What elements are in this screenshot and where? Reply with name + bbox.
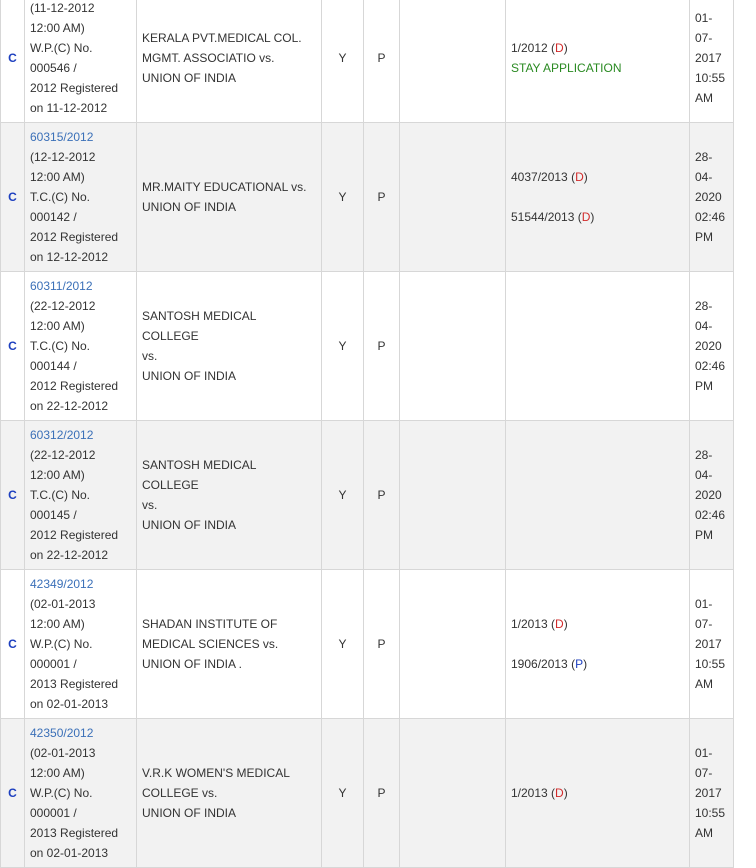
updated-line: 01- — [695, 11, 713, 25]
updated-line: PM — [695, 528, 713, 542]
updated-line: 07- — [695, 31, 713, 45]
diary-date-line: (22-12-2012 — [30, 299, 96, 313]
case-details — [25, 719, 137, 868]
flag-y: Y — [322, 421, 364, 570]
ia-number: 1/2013 — [511, 617, 552, 631]
updated-line: 04- — [695, 468, 713, 482]
ia-entry: 1/2013 (D) — [511, 786, 568, 800]
case-type-line: on 22-12-2012 — [30, 548, 109, 562]
ia-status: P — [575, 657, 584, 671]
empty-cell — [400, 0, 506, 123]
flag-y: Y — [322, 272, 364, 421]
party-names — [137, 719, 322, 868]
table-row — [1, 421, 734, 570]
case-number-link[interactable]: 60315/2012 — [30, 130, 94, 144]
case-type-line: 2013 Registered — [30, 677, 119, 691]
party-line: UNION OF INDIA — [142, 806, 237, 820]
case-flag: C — [1, 421, 25, 570]
updated-line: AM — [695, 826, 713, 840]
table-row — [1, 719, 734, 868]
diary-date-line: 12:00 AM) — [30, 617, 85, 631]
updated-line: 07- — [695, 617, 713, 631]
case-details — [25, 0, 137, 123]
updated-line: 07- — [695, 766, 713, 780]
case-type-line: W.P.(C) No. — [30, 637, 93, 651]
diary-date-line: (02-01-2013 — [30, 746, 96, 760]
case-type-line: on 02-01-2013 — [30, 697, 109, 711]
updated-line: 02:46 — [695, 210, 726, 224]
diary-date-line: 12:00 AM) — [30, 766, 85, 780]
case-details — [25, 421, 137, 570]
case-number-link[interactable]: 42349/2012 — [30, 577, 94, 591]
empty-cell — [400, 719, 506, 868]
case-type-line: on 02-01-2013 — [30, 846, 109, 860]
case-type-line: on 11-12-2012 — [30, 101, 108, 115]
last-updated — [690, 272, 734, 421]
case-number-link[interactable]: 60312/2012 — [30, 428, 94, 442]
party-line: UNION OF INDIA — [142, 71, 237, 85]
last-updated — [690, 570, 734, 719]
ia-applications — [506, 272, 690, 421]
case-type-line: 000142 / — [30, 210, 77, 224]
case-type-line: 2012 Registered — [30, 81, 119, 95]
flag-y: Y — [322, 123, 364, 272]
ia-applications — [506, 0, 690, 123]
ia-status: D — [555, 786, 564, 800]
party-line: UNION OF INDIA . — [142, 657, 243, 671]
party-line: SANTOSH MEDICAL COLLEGE — [142, 458, 257, 492]
flag-p: P — [364, 570, 400, 719]
diary-date-line: 12:00 AM) — [30, 21, 85, 35]
party-line: UNION OF INDIA — [142, 518, 237, 532]
ia-number: 1/2012 — [511, 41, 552, 55]
party-line: UNION OF INDIA — [142, 200, 237, 214]
ia-spacer — [511, 187, 684, 207]
ia-spacer — [511, 634, 684, 654]
case-flag: C — [1, 0, 25, 123]
case-type-line: 000144 / — [30, 359, 77, 373]
empty-cell — [400, 421, 506, 570]
updated-line: 28- — [695, 150, 713, 164]
flag-p: P — [364, 719, 400, 868]
case-type-line: T.C.(C) No. — [30, 190, 90, 204]
ia-entry: 1/2013 (D) — [511, 617, 568, 631]
updated-line: 02:46 — [695, 359, 726, 373]
party-line: SHADAN INSTITUTE OF — [142, 617, 278, 631]
case-type-line: T.C.(C) No. — [30, 339, 90, 353]
ia-number: 1906/2013 — [511, 657, 572, 671]
last-updated — [690, 123, 734, 272]
flag-p: P — [364, 0, 400, 123]
case-flag: C — [1, 719, 25, 868]
ia-entry: 4037/2013 (D) — [511, 170, 588, 184]
case-rows — [1, 0, 734, 868]
diary-date-line: (12-12-2012 — [30, 150, 96, 164]
case-type-line: W.P.(C) No. — [30, 786, 93, 800]
case-type-line: 000001 / — [30, 806, 77, 820]
diary-date-line: 12:00 AM) — [30, 468, 85, 482]
updated-line: 2020 — [695, 190, 722, 204]
diary-date-line: 12:00 AM) — [30, 319, 85, 333]
flag-y: Y — [322, 0, 364, 123]
party-line: UNION OF INDIA — [142, 369, 237, 383]
updated-line: AM — [695, 677, 713, 691]
updated-line: 01- — [695, 597, 713, 611]
case-number-link[interactable]: 42350/2012 — [30, 726, 94, 740]
party-names — [137, 0, 322, 123]
diary-date-line: (22-12-2012 — [30, 448, 96, 462]
ia-applications — [506, 570, 690, 719]
party-line: MGMT. ASSOCIATIO vs. — [142, 51, 275, 65]
updated-line: 2020 — [695, 488, 722, 502]
party-line: vs. — [142, 349, 158, 363]
flag-y: Y — [322, 719, 364, 868]
ia-number: 1/2013 — [511, 786, 552, 800]
last-updated — [690, 0, 734, 123]
diary-date-line: 12:00 AM) — [30, 170, 85, 184]
updated-line: PM — [695, 230, 713, 244]
ia-applications — [506, 421, 690, 570]
case-details — [25, 123, 137, 272]
updated-line: 04- — [695, 319, 713, 333]
ia-number: 4037/2013 — [511, 170, 572, 184]
party-line: COLLEGE vs. — [142, 786, 218, 800]
ia-status: D — [581, 210, 591, 224]
case-flag: C — [1, 570, 25, 719]
party-names — [137, 570, 322, 719]
updated-line: 2020 — [695, 339, 722, 353]
flag-y: Y — [322, 570, 364, 719]
empty-cell — [400, 272, 506, 421]
table-row — [1, 272, 734, 421]
case-type-line: W.P.(C) No. — [30, 41, 93, 55]
case-type-line: T.C.(C) No. — [30, 488, 90, 502]
case-type-line: on 12-12-2012 — [30, 250, 109, 264]
updated-line: AM — [695, 91, 713, 105]
case-type-line: 2012 Registered — [30, 230, 119, 244]
ia-entry: 1906/2013 (P) — [511, 657, 588, 671]
case-type-line: 2013 Registered — [30, 826, 119, 840]
ia-number: 51544/2013 — [511, 210, 578, 224]
ia-applications — [506, 719, 690, 868]
last-updated — [690, 719, 734, 868]
party-line: vs. — [142, 498, 158, 512]
party-names — [137, 123, 322, 272]
diary-date-line: (11-12-2012 — [30, 1, 95, 15]
flag-p: P — [364, 421, 400, 570]
empty-cell — [400, 570, 506, 719]
diary-date-line: (02-01-2013 — [30, 597, 96, 611]
flag-p: P — [364, 272, 400, 421]
ia-status: D — [575, 170, 584, 184]
updated-line: 04- — [695, 170, 713, 184]
case-type-line: on 22-12-2012 — [30, 399, 109, 413]
ia-status: D — [555, 617, 564, 631]
ia-entry: 51544/2013 (D) — [511, 210, 595, 224]
updated-line: PM — [695, 379, 713, 393]
table-row — [1, 0, 734, 123]
party-line: MR.MAITY EDUCATIONAL vs. — [142, 180, 307, 194]
case-type-line: 000145 / — [30, 508, 77, 522]
case-type-line: 2012 Registered — [30, 379, 119, 393]
party-line: V.R.K WOMEN'S MEDICAL — [142, 766, 290, 780]
updated-line: 10:55 — [695, 657, 726, 671]
party-line: SANTOSH MEDICAL COLLEGE — [142, 309, 257, 343]
case-type-line: 000001 / — [30, 657, 77, 671]
updated-line: 28- — [695, 448, 713, 462]
case-details — [25, 570, 137, 719]
updated-line: 2017 — [695, 786, 722, 800]
updated-line: 10:55 — [695, 806, 726, 820]
case-type-line: 000546 / — [30, 61, 77, 75]
last-updated — [690, 421, 734, 570]
case-number-link[interactable]: 60311/2012 — [30, 279, 93, 293]
party-names — [137, 272, 322, 421]
updated-line: 28- — [695, 299, 713, 313]
ia-status: D — [555, 41, 564, 55]
case-flag: C — [1, 123, 25, 272]
empty-cell — [400, 123, 506, 272]
party-names — [137, 421, 322, 570]
case-type-line: 2012 Registered — [30, 528, 119, 542]
flag-p: P — [364, 123, 400, 272]
updated-line: 2017 — [695, 51, 722, 65]
party-line: MEDICAL SCIENCES vs. — [142, 637, 279, 651]
updated-line: 10:55 — [695, 71, 726, 85]
ia-entry: 1/2012 (D) — [511, 41, 568, 55]
ia-applications — [506, 123, 690, 272]
updated-line: 01- — [695, 746, 713, 760]
table-row — [1, 570, 734, 719]
case-details — [25, 272, 137, 421]
updated-line: 2017 — [695, 637, 722, 651]
case-flag: C — [1, 272, 25, 421]
table-row — [1, 123, 734, 272]
updated-line: 02:46 — [695, 508, 726, 522]
stay-application-label: STAY APPLICATION — [511, 61, 622, 75]
party-line: KERALA PVT.MEDICAL COL. — [142, 31, 302, 45]
